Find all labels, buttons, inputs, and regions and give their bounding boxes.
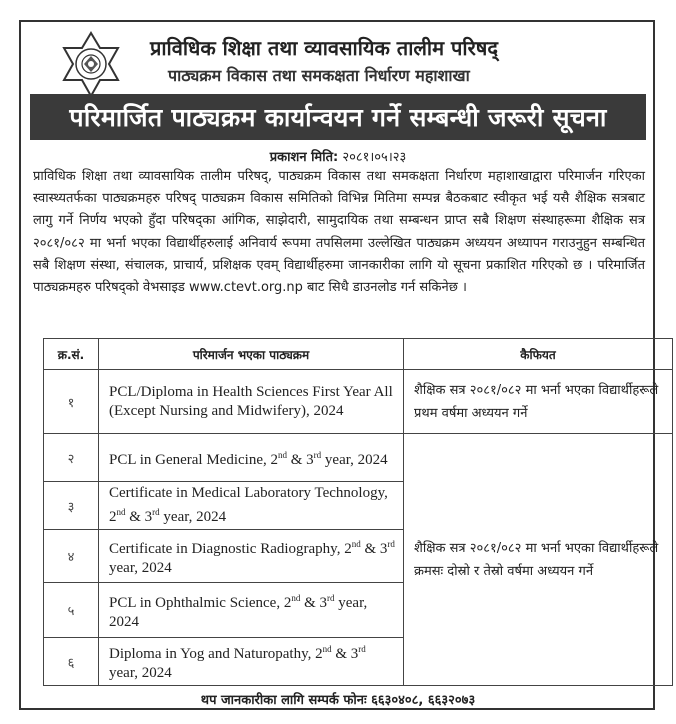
contact-footer: थप जानकारीका लागि सम्पर्क फोनः ६६३०४०८, ६६३२०७३: [200, 693, 476, 708]
row-course: Certificate in Diagnostic Radiography, 2nd & 3rd year, 2024: [99, 530, 404, 583]
row-course: PCL in Ophthalmic Science, 2nd & 3rd year, 2024: [99, 583, 404, 638]
ctevt-star-emblem-icon: [56, 30, 126, 102]
col-header-course: परिमार्जन भएका पाठ्यक्रम: [99, 339, 404, 370]
row-sn: ५: [44, 583, 99, 638]
pub-date-value: २०८१।०५।२३: [342, 150, 407, 165]
row-course: PCL/Diploma in Health Sciences First Year All (Except Nursing and Midwifery), 2024: [99, 370, 404, 434]
row-course: PCL in General Medicine, 2nd & 3rd year, 2024: [99, 434, 404, 482]
row-sn: १: [44, 370, 99, 434]
col-header-remark: कैफियत: [404, 339, 673, 370]
division-name: पाठ्यक्रम विकास तथा समकक्षता निर्धारण महाशाखा: [168, 66, 470, 85]
row-course: Certificate in Medical Laboratory Technology, 2nd & 3rd year, 2024: [99, 482, 404, 530]
notice-title: परिमार्जित पाठ्यक्रम कार्यान्वयन गर्ने सम्बन्धी जरूरी सूचना: [30, 94, 646, 140]
row-sn: ३: [44, 482, 99, 530]
row-sn: २: [44, 434, 99, 482]
publication-date: [0, 147, 676, 165]
row-course: Diploma in Yog and Naturopathy, 2nd & 3rd year, 2024: [99, 638, 404, 686]
row-sn: ४: [44, 530, 99, 583]
row-sn: ६: [44, 638, 99, 686]
table-row: [44, 434, 673, 482]
row-remark-first: शैक्षिक सत्र २०८१/०८२ मा भर्ना भएका विद्यार्थीहरूले प्रथम वर्षमा अध्ययन गर्ने: [404, 370, 673, 434]
org-name: प्राविधिक शिक्षा तथा व्यावसायिक तालीम परिषद्: [150, 36, 498, 60]
row-remark-rest: शैक्षिक सत्र २०८१/०८२ मा भर्ना भएका विद्यार्थीहरूले क्रमसः दोस्रो र तेस्रो वर्षमा अध्ययन गर्ने: [404, 434, 673, 686]
col-header-sn: क्र.सं.: [44, 339, 99, 370]
notice-body: प्राविधिक शिक्षा तथा व्यावसायिक तालीम परिषद्, पाठ्यक्रम विकास तथा समकक्षता निर्धारण महाशाखाद्वारा परिमार्जन गरिएका स्वास्थ्यतर्फका पाठ्यक्रमहरु परिषद् पाठ्यक्रम विकास समितिको विभिन्न मितिमा सम्पन्न बैठकबाट स्वीकृत भई यसै शैक्षिक सत्रबाट लागु गर्ने निर्णय भएको हुँदा परिषद्का आंगिक, साझेदारी, सामुदायिक तथा सम्बन्धन प्राप्त सबै शिक्षण संस्थाहरूमा शैक्षिक सत्र २०८१/०८२ मा भर्ना भएका विद्यार्थीहरुलाई अनिवार्य रूपमा तपसिलमा उल्लेखित पाठ्यक्रम अध्ययन अध्यापन गराउनुहुन सम्बन्धित सबै शिक्षण संस्था, संचालक, प्राचार्य, प्रशिक्षक एवम् विद्यार्थीहरुमा जानकारीका लागि यो सूचना प्रकाशित गरिएको छ । परिमार्जित पाठ्यक्रमहरु परिषद्‌को वेभसाइड www.ctevt.org.np बाट सिधै डाउनलोड गर्न सकिनेछ ।: [33, 169, 645, 296]
table-header-row: [44, 339, 673, 370]
curriculum-table: [43, 338, 673, 686]
pub-date-label: प्रकाशन मिति:: [269, 150, 339, 165]
table-row: [44, 370, 673, 434]
